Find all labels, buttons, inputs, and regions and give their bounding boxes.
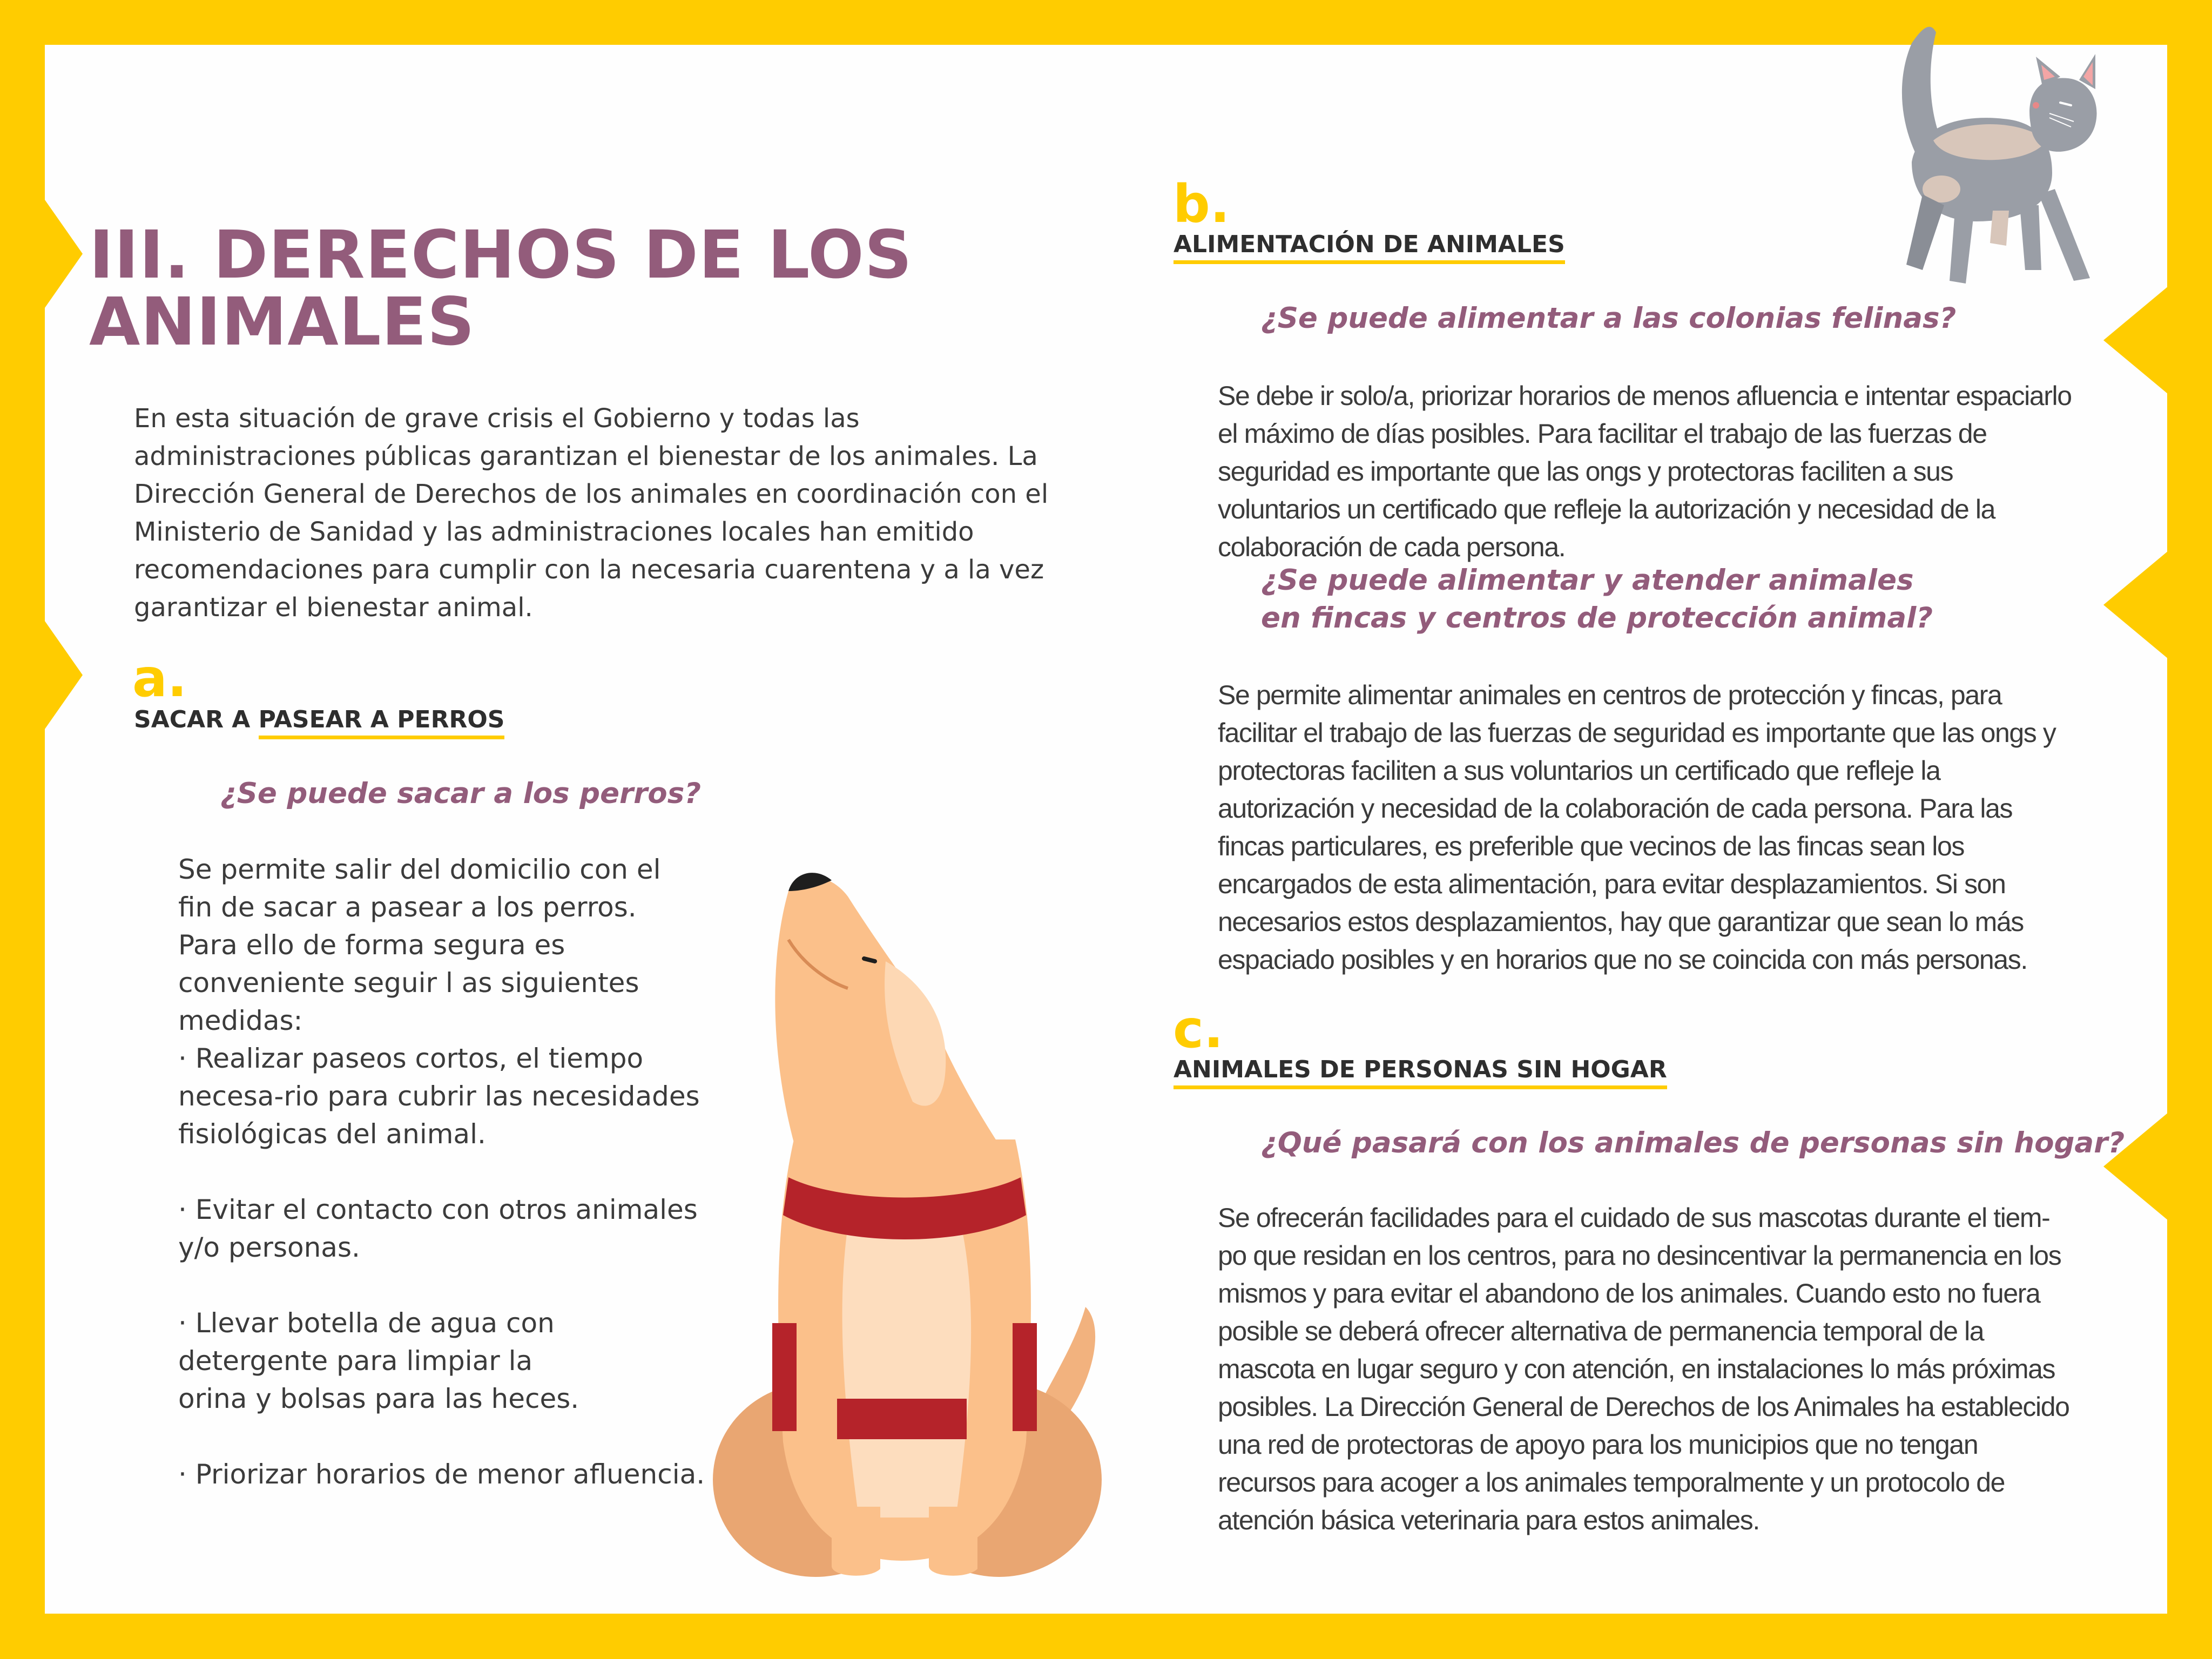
section-a-question: ¿Se puede sacar a los perros? [220,777,702,810]
section-b-question-2 [1261,562,1933,637]
section-c-letter: c. [1173,999,1224,1060]
list-item: · Priorizar horarios de menor afluencia. [178,1459,705,1490]
section-a-body: Se permite salir del domicilio con el fin de sacar a pasear a los perros. Para ello de forma segura es conveniente seguir l as siguientes medidas: [178,854,661,1036]
frame-notch-left [45,200,83,308]
section-c-heading [1174,1055,1667,1085]
list-item: · Evitar el contacto con otros animales y/o personas. [178,1194,698,1263]
section-b-question-1: ¿Se puede alimentar a las colonias felinas? [1261,302,1957,335]
section-b-answer-1: Se debe ir solo/a, priorizar horarios de menos afluencia e intentar espaciarlo el máximo de días posibles. Para facilitar el trabajo de las fuerzas de seguridad es importante que las ongs y protectoras faciliten a sus voluntarios un certificado que refleje la autorización y necesidad de la colaboración de cada persona. [1218,381,2072,562]
section-b-letter: b. [1173,174,1230,234]
section-a-bullet-list [178,1040,718,1493]
dog-illustration [707,859,1107,1582]
page-title-line: ANIMALES [89,284,475,360]
frame-notch-left [45,621,83,729]
section-c-question: ¿Qué pasará con los animales de personas sin hogar? [1261,1127,2125,1159]
section-c-body: Se ofrecerán facilidades para el cuidado de sus mascotas durante el tiem-po que residan en los centros, para no desincentivar la permanencia en los mismos y para evitar el abandono de los animales. Cuando esto no fuera posible se deberá ofrecer alternativa de permanencia temporal de la mascota en lugar seguro y con atención, en instalaciones lo más próximas posibles. La Dirección General de Derechos de los Animales ha establecido una red de protectoras de apoyo para los municipios que no tengan recursos para acoger a los animales temporalmente y un protocolo de atención básica veterinaria para estos animales. [1218,1203,2069,1535]
frame-notch-right [2103,551,2168,659]
section-a-letter: a. [132,648,187,709]
section-b-heading [1174,230,1565,260]
page-title-line: III. DERECHOS DE LOS [89,217,913,293]
frame-notch-right [2103,286,2168,394]
section-a-heading-prefix: SACAR A [134,706,259,733]
section-b-answer-2: Se permite alimentar animales en centros de protección y fincas, para facilitar el trabajo de las fuerzas de seguridad es importante que las ongs y protectoras faciliten a sus voluntarios un certificado que refleje la autorización y necesidad de la colaboración de cada persona. Para las fincas particulares, es preferible que vecinos de las fincas sean los encargados de esta alimentación, para evitar desplazamientos. Si son necesarios estos desplazamientos, hay que garantizar que sean lo más espaciado posibles y en horarios que no se coincida con más personas. [1218,680,2056,975]
cat-illustration [1842,16,2101,297]
section-b-question-2-line: en fincas y centros de protección animal? [1261,602,1933,635]
page-title [89,217,913,360]
section-b-heading-text: ALIMENTACIÓN DE ANIMALES [1174,231,1565,264]
list-item: · Realizar paseos cortos, el tiempo necesa-rio para cubrir las necesidades fisiológicas del animal. [178,1043,700,1150]
section-a-heading [134,705,504,735]
list-item: · Llevar botella de agua con detergente para limpiar la orina y bolsas para las heces. [178,1307,579,1414]
intro-paragraph: En esta situación de grave crisis el Gobierno y todas las administraciones públicas garantizan el bienestar de los animales. La Dirección General de Derechos de los animales en coordinación con el Ministerio de Sanidad y las administraciones locales han emitido recomendaciones para cumplir con la necesaria cuarentena y a la vez garantizar el bienestar animal. [134,403,1049,623]
section-b-question-2-line: ¿Se puede alimentar y atender animales [1261,564,1914,597]
section-c-heading-text: ANIMALES DE PERSONAS SIN HOGAR [1174,1056,1667,1089]
section-a-heading-underlined: PASEAR A PERROS [259,706,505,739]
